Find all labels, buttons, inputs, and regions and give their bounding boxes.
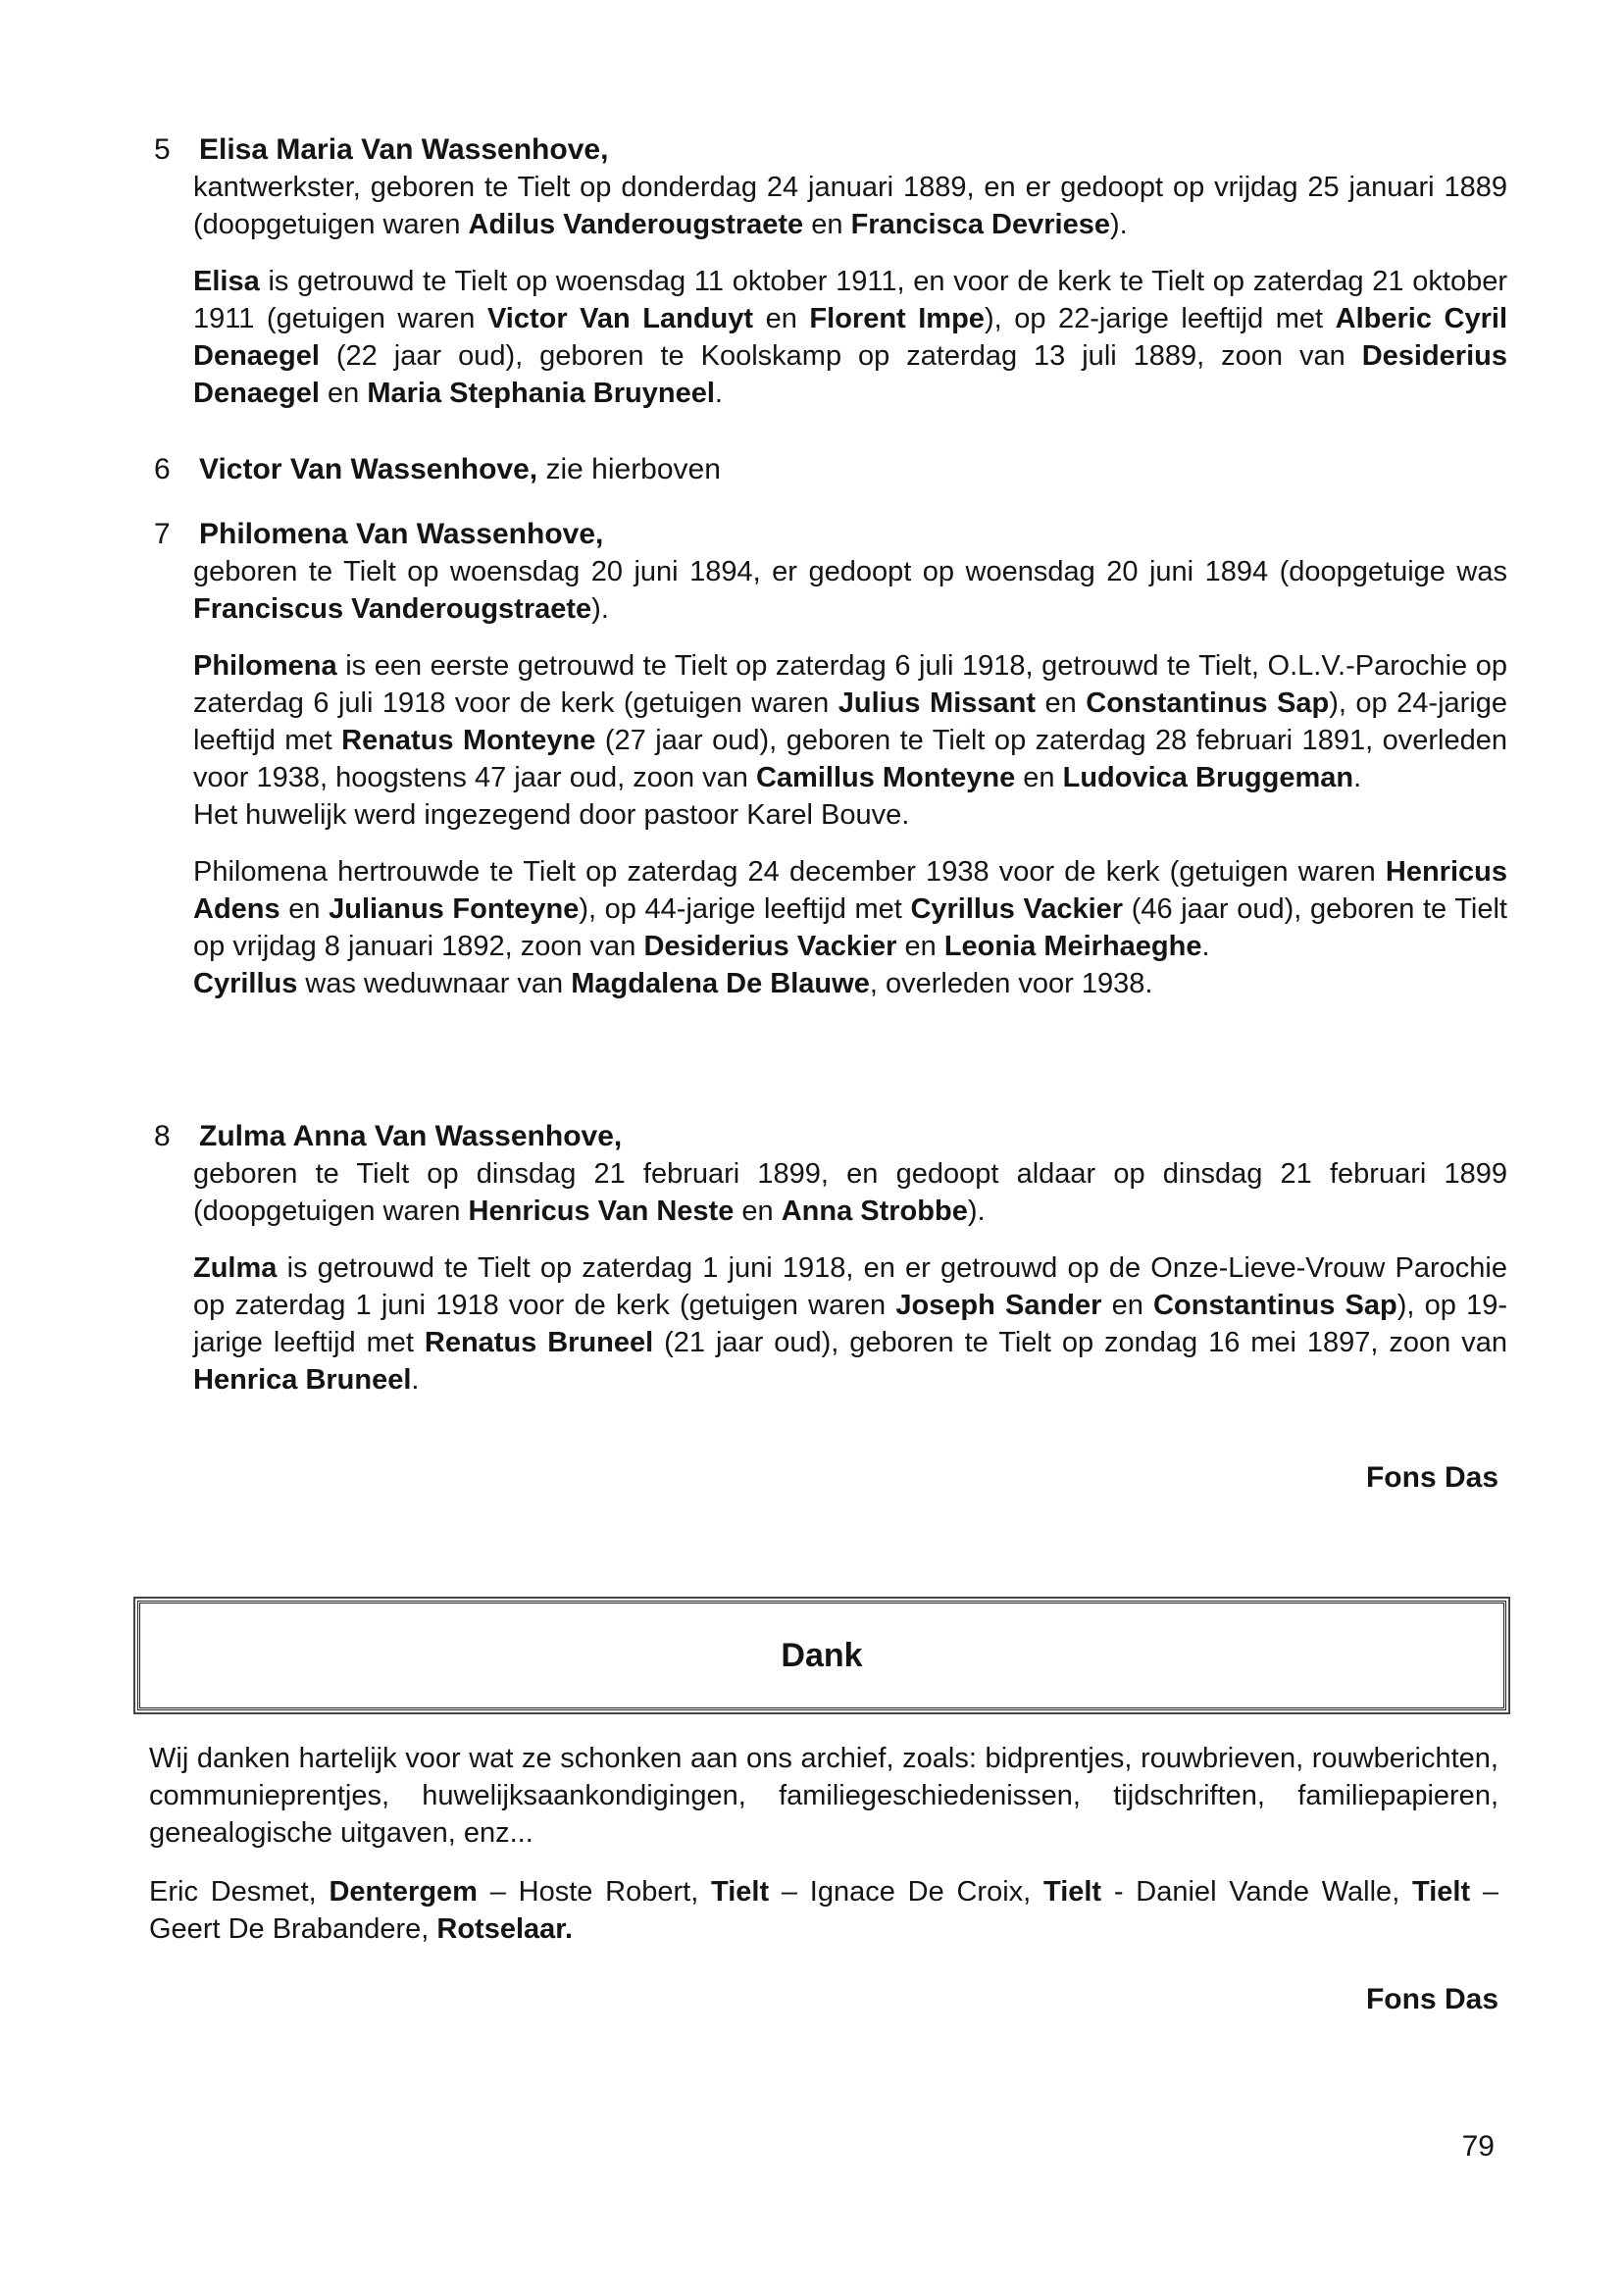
entry-person-name: Victor Van Wassenhove, (199, 453, 538, 485)
text-run: . (411, 1364, 420, 1396)
section-title: Dank (781, 1636, 863, 1674)
bold-name: Zulma (193, 1252, 278, 1284)
bold-name: Rotselaar. (436, 1913, 574, 1945)
text-run: ). (591, 593, 609, 625)
bold-name: Renatus Monteyne (341, 725, 596, 756)
text-run: ). (1109, 209, 1128, 240)
entry-paragraph (193, 853, 1507, 1002)
entry-person-name: Zulma Anna Van Wassenhove, (199, 1120, 623, 1152)
text-run: Philomena hertrouwde te Tielt op zaterdag 24 december 1938 voor de kerk (getuigen waren (193, 856, 1386, 888)
text-run: ), op 19-jarige leeftijd met (193, 1290, 1508, 1358)
text-run: (27 jaar oud), geboren te Tielt op zaterdag 28 februari 1891, overleden voor 1938, hoogstens 47 jaar oud, zoon van (193, 725, 1507, 793)
text-run: . (714, 378, 723, 409)
author-signature: Fons Das (1365, 1461, 1498, 1494)
text-run: – Hoste Robert, (477, 1876, 712, 1908)
bold-name: Tielt (711, 1876, 770, 1908)
bold-name: Henricus Van Neste (468, 1196, 735, 1227)
text-run: geboren te Tielt op woensdag 20 juni 1894, er gedoopt op woensdag 20 juni 1894 (doopgetuige was (193, 556, 1507, 587)
entry-paragraph (193, 647, 1507, 834)
entry-paragraph (193, 263, 1507, 412)
entry-paragraph (193, 1249, 1507, 1399)
bold-name: Philomena (193, 650, 337, 682)
text-run: en (1036, 687, 1087, 719)
bold-name: Desiderius Denaegel (193, 340, 1507, 409)
text-run: ), op 24-jarige leeftijd met (193, 687, 1508, 756)
bold-name: Magdalena De Blauwe (571, 968, 870, 999)
genealogy-entry-5 (154, 131, 1507, 412)
text-run: (46 jaar oud), geboren te Tielt op vrijdag 8 januari 1892, zoon van (193, 893, 1507, 962)
bold-name: Desiderius Vackier (643, 931, 897, 962)
text-run: Het huwelijk werd ingezegend door pastoor Karel Bouve. (193, 799, 910, 831)
entry-heading (154, 516, 1507, 553)
genealogy-entry-8 (154, 1118, 1507, 1399)
text-run: . (1201, 931, 1210, 962)
entry-paragraph (193, 1155, 1507, 1230)
text-run: is getrouwd te Tielt op woensdag 11 oktober 1911, en voor de kerk te Tielt op zaterdag 21 oktober 1911 (getuigen waren (193, 266, 1507, 334)
text-run: en (803, 209, 851, 240)
entry-body (193, 169, 1507, 412)
entry-number: 5 (154, 133, 171, 166)
entry-number: 8 (154, 1120, 171, 1152)
bold-name: Leonia Meirhaeghe (943, 931, 1202, 962)
text-run: en (1101, 1290, 1154, 1321)
bold-name: Renatus Bruneel (424, 1327, 654, 1358)
bold-name: Dentergem (329, 1876, 478, 1908)
text-run: , overleden voor 1938. (869, 968, 1153, 999)
entry-paragraph (193, 169, 1507, 243)
donor-list (149, 1873, 1498, 1948)
text-run: (22 jaar oud), geboren te Koolskamp op zaterdag 13 juli 1889, zoon van (319, 340, 1362, 372)
bold-name: Tielt (1043, 1876, 1102, 1908)
thanks-intro: Wij danken hartelijk voor wat ze schonken aan ons archief, zoals: bidprentjes, rouwbrieven, rouwberichten, communieprentjes, huwelijksaankondigingen, familiegeschiedenissen, tijdschriften, familiepapieren, genealogische uitgaven, enz... (149, 1743, 1498, 1849)
entry-number: 6 (154, 453, 171, 485)
page-number: 79 (1461, 2130, 1495, 2163)
bold-name: Constantinus Sap (1086, 687, 1330, 719)
entry-body (193, 553, 1507, 1002)
entry-number: 7 (154, 518, 171, 550)
text-run: – Ignace De Croix, (769, 1876, 1043, 1908)
bold-name: Anna Strobbe (781, 1196, 968, 1227)
text-run: (21 jaar oud), geboren te Tielt op zondag 16 mei 1897, zoon van (653, 1327, 1507, 1358)
bold-name: Elisa (193, 266, 260, 297)
bold-name: Victor Van Landuyt (486, 303, 754, 334)
entry-heading (154, 1118, 1507, 1155)
text-run: . (1353, 762, 1362, 793)
text-run: kantwerkster, geboren te Tielt op donderdag 24 januari 1889, en er gedoopt op vrijdag 25 januari 1889 (doopgetuigen waren (193, 172, 1507, 240)
bold-name: Ludovica Bruggeman (1062, 762, 1354, 793)
text-run: en (734, 1196, 782, 1227)
bold-name: Julianus Fonteyne (329, 893, 580, 925)
entry-person-name: Philomena Van Wassenhove, (199, 518, 604, 550)
entry-reference-note: zie hierboven (537, 453, 721, 485)
dank-section-header (137, 1601, 1506, 1710)
bold-name: Henricus Adens (193, 856, 1507, 925)
genealogy-entry-6 (154, 451, 1507, 488)
text-run: ), op 44-jarige leeftijd met (579, 893, 911, 925)
bold-name: Joseph Sander (895, 1290, 1102, 1321)
text-run: geboren te Tielt op dinsdag 21 februari 1899, en gedoopt aldaar op dinsdag 21 februari 1899 (doopgetuigen waren (193, 1158, 1507, 1227)
text-run: – Geert De Brabandere, (149, 1876, 1499, 1945)
entry-heading (154, 131, 1507, 169)
text-run: ), op 22-jarige leeftijd met (984, 303, 1336, 334)
text-run: ). (967, 1196, 986, 1227)
text-run: en (279, 893, 330, 925)
bold-name: Tielt (1412, 1876, 1471, 1908)
entry-paragraph (193, 553, 1507, 628)
bold-name: Constantinus Sap (1153, 1290, 1397, 1321)
entry-person-name: Elisa Maria Van Wassenhove, (199, 133, 609, 166)
text-run: - Daniel Vande Walle, (1101, 1876, 1413, 1908)
bold-name: Julius Missant (837, 687, 1037, 719)
bold-name: Florent Impe (809, 303, 985, 334)
text-run: was weduwnaar van (297, 968, 572, 999)
bold-name: Cyrillus Vackier (910, 893, 1124, 925)
text-run: en (1015, 762, 1063, 793)
bold-name: Cyrillus (193, 968, 298, 999)
bold-name: Alberic Cyril Denaegel (193, 303, 1508, 372)
entry-body (193, 1155, 1507, 1399)
text-run: Eric Desmet, (149, 1876, 330, 1908)
bold-name: Camillus Monteyne (755, 762, 1016, 793)
genealogy-entry-7 (154, 516, 1507, 1002)
entry-heading (154, 451, 1507, 488)
bold-name: Francisca Devriese (850, 209, 1110, 240)
bold-name: Franciscus Vanderougstraete (193, 593, 592, 625)
text-run: en (319, 378, 368, 409)
bold-name: Adilus Vanderougstraete (468, 209, 804, 240)
text-run: is getrouwd te Tielt op zaterdag 1 juni 1918, en er getrouwd op de Onze-Lieve-Vrouw Parochie op zaterdag 1 juni 1918 voor de kerk (getuigen waren (193, 1252, 1507, 1321)
text-run: en (753, 303, 810, 334)
author-signature-2: Fons Das (1365, 1983, 1498, 2015)
text-run: en (896, 931, 944, 962)
bold-name: Maria Stephania Bruyneel (367, 378, 715, 409)
bold-name: Henrica Bruneel (193, 1364, 412, 1396)
text-run: is een eerste getrouwd te Tielt op zaterdag 6 juli 1918, getrouwd te Tielt, O.L.V.-Parochie op zaterdag 6 juli 1918 voor de kerk (getuigen waren (193, 650, 1507, 719)
